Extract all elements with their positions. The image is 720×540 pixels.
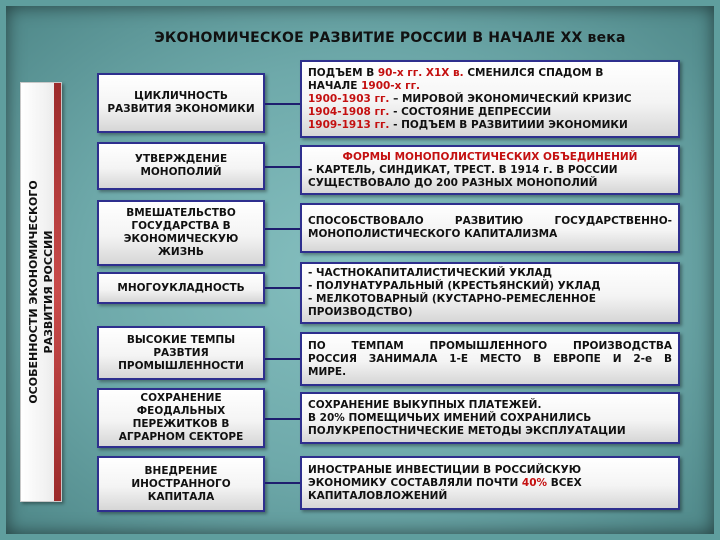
detail-line: ЭКОНОМИКУ СОСТАВЛЯЛИ ПОЧТИ 40% ВСЕХ bbox=[308, 476, 582, 489]
connector-line bbox=[265, 482, 300, 484]
detail-box-multistructure bbox=[300, 262, 680, 324]
feature-box-feudal-remnants: СОХРАНЕНИЕ ФЕОДАЛЬНЫХ ПЕРЕЖИТКОВ В АГРАРНОМ СЕКТОРЕ bbox=[97, 388, 265, 448]
connector-line bbox=[265, 358, 300, 360]
detail-box-state-intervention bbox=[300, 203, 680, 253]
detail-line: ПРОИЗВОДСТВО) bbox=[308, 306, 413, 318]
side-label-line-1: ОСОБЕННОСТИ ЭКОНОМИЧЕСКОГО bbox=[27, 180, 40, 404]
connector-line bbox=[265, 166, 300, 168]
detail-line: НАЧАЛЕ 1900-х гг. bbox=[308, 79, 421, 92]
detail-line: СОХРАНЕНИЕ ВЫКУПНЫХ ПЛАТЕЖЕЙ. bbox=[308, 398, 542, 411]
detail-line: РОССИЯ ЗАНИМАЛА 1-Е МЕСТО В ЕВРОПЕ И 2-е В bbox=[308, 352, 672, 365]
detail-line: МИРЕ. bbox=[308, 365, 347, 378]
connector-line bbox=[265, 418, 300, 420]
detail-box-cyclicity bbox=[300, 60, 680, 138]
side-label-box bbox=[20, 82, 62, 502]
detail-line: В 20% ПОМЕЩИЧЬИХ ИМЕНИЙ СОХРАНИЛИСЬ bbox=[308, 411, 592, 424]
detail-line: КАПИТАЛОВЛОЖЕНИЙ bbox=[308, 489, 448, 502]
detail-box-foreign-capital bbox=[300, 456, 680, 510]
detail-line: - МЕЛКОТОВАРНЫЙ (КУСТАРНО-РЕМЕСЛЕННОЕ bbox=[308, 293, 596, 305]
detail-box-feudal-remnants bbox=[300, 392, 680, 444]
connector-line bbox=[265, 287, 300, 289]
detail-box-monopolies bbox=[300, 145, 680, 195]
detail-line: ПОЛУКРЕПОСТНИЧЕСКИЕ МЕТОДЫ ЭКСПЛУАТАЦИИ bbox=[308, 424, 626, 437]
side-label-line-2: РАЗВИТИЯ РОССИИ bbox=[42, 230, 55, 354]
detail-line: - ЧАСТНОКАПИТАЛИСТИЧЕСКИЙ УКЛАД bbox=[308, 267, 552, 279]
detail-heading: ФОРМЫ МОНОПОЛИСТИЧЕСКИХ ОБЪЕДИНЕНИЙ bbox=[342, 150, 638, 163]
feature-box-cyclicity: ЦИКЛИЧНОСТЬ РАЗВИТИЯ ЭКОНОМИКИ bbox=[97, 73, 265, 133]
feature-box-industrial-growth: ВЫСОКИЕ ТЕМПЫ РАЗВТИЯ ПРОМЫШЛЕННОСТИ bbox=[97, 326, 265, 380]
detail-line: СУЩЕСТВОВАЛО ДО 200 РАЗНЫХ МОНОПОЛИЙ bbox=[308, 176, 598, 189]
detail-line: МОНОПОЛИСТИЧЕСКОГО КАПИТАЛИЗМА bbox=[308, 228, 558, 240]
connector-line bbox=[265, 103, 300, 105]
detail-line: 1909-1913 гг. - ПОДЪЕМ В РАЗВИТИИИ ЭКОНОМИКИ bbox=[308, 118, 628, 131]
detail-line: 1900-1903 гг. – МИРОВОЙ ЭКОНОМИЧЕСКИЙ КРИЗИС bbox=[308, 92, 632, 105]
feature-box-monopolies: УТВЕРЖДЕНИЕ МОНОПОЛИЙ bbox=[97, 142, 265, 190]
detail-box-industrial-growth bbox=[300, 332, 680, 386]
side-label bbox=[26, 180, 56, 403]
feature-box-foreign-capital: ВНЕДРЕНИЕ ИНОСТРАННОГО КАПИТАЛА bbox=[97, 456, 265, 512]
slide-title: ЭКОНОМИЧЕСКОЕ РАЗВИТИЕ РОССИИ В НАЧАЛЕ XX века bbox=[154, 30, 626, 46]
detail-line: ПОДЪЕМ В 90-х гг. Х1Х в. СМЕНИЛСЯ СПАДОМ В bbox=[308, 66, 604, 79]
detail-line: ПО ТЕМПАМ ПРОМЫШЛЕННОГО ПРОИЗВОДСТВА bbox=[308, 339, 672, 352]
detail-line: 1904-1908 гг. - СОСТОЯНИЕ ДЕПРЕССИИ bbox=[308, 105, 552, 118]
feature-box-multistructure: МНОГОУКЛАДНОСТЬ bbox=[97, 272, 265, 304]
detail-line: - КАРТЕЛЬ, СИНДИКАТ, ТРЕСТ. В 1914 г. В РОССИИ bbox=[308, 163, 618, 176]
detail-line: СПОСОБСТВОВАЛО РАЗВИТИЮ ГОСУДАРСТВЕННО- bbox=[308, 215, 672, 227]
connector-line bbox=[265, 228, 300, 230]
feature-box-state-intervention: ВМЕШАТЕЛЬСТВО ГОСУДАРСТВА В ЭКОНОМИЧЕСКУЮ ЖИЗНЬ bbox=[97, 200, 265, 266]
detail-line: - ПОЛУНАТУРАЛЬНЫЙ (КРЕСТЬЯНСКИЙ) УКЛАД bbox=[308, 280, 601, 292]
detail-line: ИНОСТРАНЫЕ ИНВЕСТИЦИИ В РОССИЙСКУЮ bbox=[308, 463, 582, 476]
